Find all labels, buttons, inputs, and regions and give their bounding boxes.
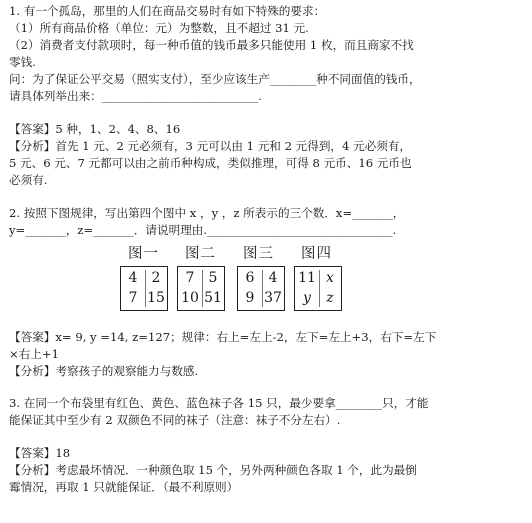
- q1-line-2: （1）所有商品价格（单位：元）为整数，且不超过 31 元.: [9, 21, 309, 35]
- q1-line-3: （2）消费者支付款项时，每一种币值的钱币最多只能使用 1 枚，而且商家不找: [9, 38, 414, 52]
- figure-4-top-right: x: [326, 270, 334, 286]
- figure-3-top-left: 6: [245, 270, 255, 286]
- q2-line-2: y=_______，z=_______．请说明理由.________________________________.: [9, 223, 397, 237]
- figure-4-grid: [294, 266, 342, 311]
- q1-answer: 【答案】5 种，1、2、4、8、16: [9, 122, 181, 136]
- q3-analysis-1: 【分析】考虑最坏情况．一种颜色取 15 个，另外两种颜色各取 1 个，此为最倒: [9, 463, 417, 477]
- figure-3-grid: [237, 266, 285, 311]
- figure-4-bottom-right: z: [326, 290, 334, 306]
- figure-3-bottom-left: 9: [245, 290, 255, 306]
- q3-analysis-2: 霉情况，再取 1 只就能保证．（最不利原则）: [9, 480, 239, 494]
- q2-answer-2: ×右上+1: [9, 347, 59, 361]
- figure-3-bottom-right: 37: [264, 290, 282, 306]
- figure-2-grid: [177, 266, 225, 311]
- q1-line-1: 1. 有一个孤岛，那里的人们在商品交易时有如下特殊的要求：: [9, 4, 326, 18]
- figure-1-grid: [120, 266, 168, 311]
- q1-line-4: 零钱.: [9, 55, 36, 69]
- q3-line-1: 3. 在同一个布袋里有红色、黄色、蓝色袜子各 15 只，最少要拿________只，才能: [9, 396, 429, 410]
- figure-2-bottom-left: 10: [181, 290, 199, 306]
- figure-1-top-left: 4: [128, 270, 138, 286]
- figure-4-label: 图四: [301, 246, 332, 262]
- figure-1-bottom-right: 15: [147, 290, 165, 306]
- figure-2-top-right: 5: [208, 270, 218, 286]
- q3-answer: 【答案】18: [9, 446, 71, 460]
- q2-answer-1: 【答案】x= 9, y =14, z=127；规律：右上=左上-2，左下=左上+3，右下=左下: [9, 330, 437, 344]
- figure-1-top-right: 2: [151, 270, 161, 286]
- figure-2-top-left: 7: [185, 270, 195, 286]
- figure-2-bottom-right: 51: [204, 290, 222, 306]
- figure-3-top-right: 4: [268, 270, 278, 286]
- figure-1-label: 图一: [128, 246, 159, 262]
- q1-analysis-2: 5 元、6 元、7 元都可以由之前币种构成，类似推理，可得 8 元币、16 元币也: [9, 156, 412, 170]
- q2-analysis: 【分析】考察孩子的观察能力与数感.: [9, 364, 199, 378]
- q1-line-6: 请具体列举出来：___________________________.: [9, 89, 262, 103]
- q3-line-2: 能保证其中至少有 2 双颜色不同的袜子（注意：袜子不分左右）.: [9, 413, 341, 427]
- q1-analysis-3: 必须有.: [9, 173, 48, 187]
- q2-line-1: 2. 按照下图规律，写出第四个图中 x ，y ，z 所表示的三个数．x=_______，: [9, 206, 405, 220]
- q1-analysis-1: 【分析】首先 1 元、2 元必须有，3 元可以由 1 元和 2 元得到，4 元必须有，: [9, 139, 412, 153]
- q1-line-5: 问：为了保证公平交易（照实支付），至少应该生产________种不同面值的钱币，: [9, 72, 421, 86]
- figure-3-label: 图三: [243, 246, 274, 262]
- figure-4-bottom-left: y: [303, 290, 311, 306]
- figure-4-top-left: 11: [298, 270, 316, 286]
- figure-1-bottom-left: 7: [128, 290, 138, 306]
- figure-2-label: 图二: [185, 246, 216, 262]
